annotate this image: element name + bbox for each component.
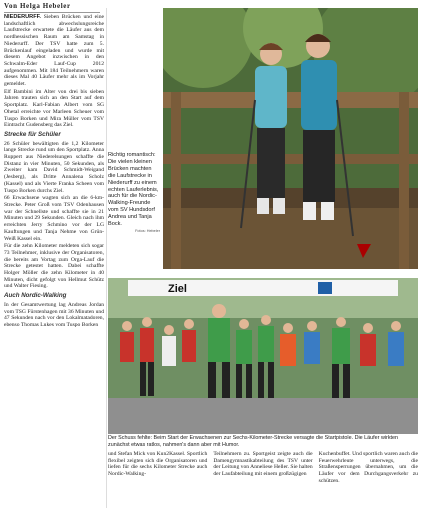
paragraph-zehn-km: Für die zehn Kilometer meldeten sich sogar 73 Teilnehmer, inklusive der Organisatoren, die bereits am Vortag zum Orga-Lauf die Strecke getestet hatten. Dabei schaffte Holger Möller die zehn Kilometer in 40 Minuten, dicht gefolgt von Hellmut Schütz und Walter Fiesing. [4, 243, 104, 290]
photo-credit: Fotos: Hebeler [135, 228, 160, 233]
subheading-schueler: Strecke für Schüler [4, 130, 61, 138]
article-left-column [4, 14, 104, 330]
side-photo-caption [108, 152, 160, 235]
paragraph-bambini: Elf Bambini im Alter von drei bis sieben Jahren trauten sich an den Start auf dem Sportplatz. Karl-Fabian Albert vom SG Ohetal erreichte vor Marleen Scheuer vom Tuspo Borken und Mira Müller vom TSV Eintracht Gudensberg das Ziel. [4, 88, 104, 129]
side-caption-text: Richtig romantisch: Die vielen kleinen Brücken machten die Laufstrecke in Niederurff zu einem echten Lauferlebnis, auch für die Nordic-Walking-Freunde vom SV Hundsdorf Andrea und Tanja Bock. [108, 152, 159, 228]
finish-banner-text: Ziel [168, 283, 187, 295]
bottom-photo-caption [108, 435, 418, 448]
paragraph-schueler: 26 Schüler bewältigten die 1,2 Kilometer lange Strecke rund um den Sportplatz. Anna Ruppert aus Niederelsungen schaffte die Distanz in vier Minuten, 50 Sekunden, als Zweiter kam David Schmidt-Weigand (Jesberg), als Dritte Annalena Scholz (Kassel) und als Vierte Franka Scheen vom Tuspo Borken durchs Ziel. [4, 140, 104, 194]
photo-nordic-walkers [163, 8, 418, 269]
subheading-nordic: Auch Nordic-Walking [4, 292, 67, 300]
paragraph-erwachsene: 66 Erwachsene wagten sich an die 6-km-Strecke. Peter Groß vom TSV Odenhausen war der Schnellste und schaffte sie in 21 Minuten und 29 Sekunden. Gleich nach ihm erreichten Jerry Schmino vor der LG Kauftungen und Tanja Nehme von Grün-Weiß Kassel ein. [4, 195, 104, 242]
bottom-caption-text: Der Schuss fehlte: Beim Start der Erwachsenen zur Sechs-Kilometer-Strecke versagte die Startpistole. Die Läufer wirkten zunächst etwas ratlos, nahmen's dann aber mit Humor. [108, 435, 399, 448]
bottom-column-2: Teilnehmern zu. Sportgeist zeigte auch die Damengymnastikabteilung des TSV unter der Leitung von Anneliese Heller. Sie halten der Laufabteilung mit einem großzügigen [213, 451, 313, 478]
author-name: Von Helga Hebeler [4, 2, 71, 10]
byline [4, 2, 100, 13]
dateline: NIEDERURFF. [4, 14, 41, 20]
photo-race-start [108, 278, 418, 434]
paragraph-intro: NIEDERURFF. Sieben Brücken und eine landschaftlich abwechslungsreiche Laufstrecke erwartete die Läufer aus dem nordhessischen Raum am Samstag in Niederurff. Der TSV hatte zum 5. Brückenlauf eingeladen und wurde mit diesem Angebot inzwischen in den Schwalm-Eder Lauf-Cup 2012 aufgenommen. Mit 184 Teilnehmern waren dieses Mal 40 Läufer mehr als im Vorjahr gemeldet. [4, 14, 104, 88]
article-bottom-columns [108, 451, 418, 485]
column-divider [106, 8, 107, 508]
bottom-column-3: Kuchenbuffet. Und sportlich waren auch die Feuerwehrleute unterwegs, die Straßensperrungen übernahmen, um die Läufer vor dem Durchgangsverkehr zu schützen. [318, 451, 418, 484]
bottom-column-1: und Stefan Mick von Kun2Kassel. Sportlich flexibel zeigten sich die Organisatoren und liefen für die sechs Kilometer Strecke auch Nordic-Walking- [108, 451, 208, 478]
byline-rule [4, 12, 100, 13]
paragraph-gesamt: In der Gesamtwertung lag Andreas Jordan vom TSG Fürstenhagen mit 36 Minuten und 47 Sekunden nach vor den Lokalmatadoren, ebenso Thomas Lukes vom Tuspo Borken [4, 301, 104, 328]
